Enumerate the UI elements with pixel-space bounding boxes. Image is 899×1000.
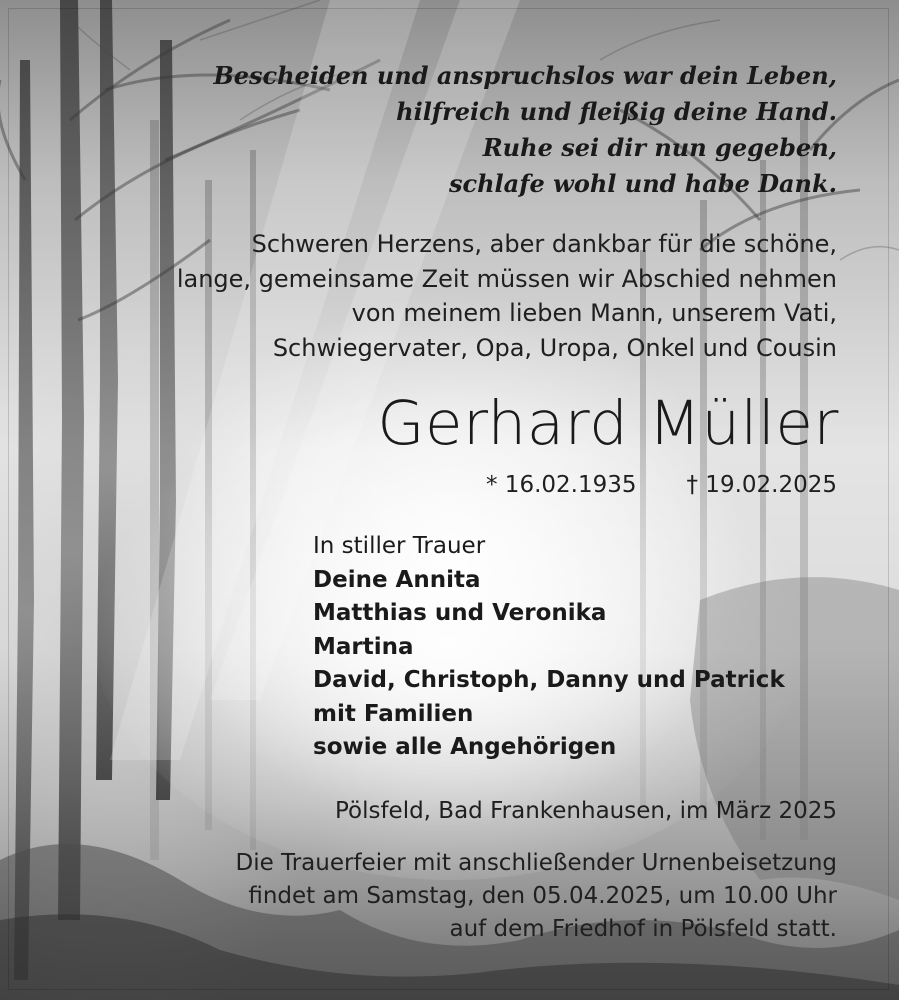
deceased-name: Gerhard Müller xyxy=(377,388,839,459)
intro-line: lange, gemeinsame Zeit müssen wir Abschied nehmen xyxy=(176,264,837,293)
intro-line: Schwiegervater, Opa, Uropa, Onkel und Cousin xyxy=(272,333,837,362)
poem-line: Ruhe sei dir nun gegeben, xyxy=(482,133,837,162)
ceremony-line: auf dem Friedhof in Pölsfeld statt. xyxy=(449,916,837,942)
intro-line: von meinem lieben Mann, unserem Vati, xyxy=(351,299,837,327)
mourner-entry: Deine Annita xyxy=(313,566,481,593)
death-date: † 19.02.2025 xyxy=(686,472,837,498)
ceremony-info xyxy=(236,847,838,946)
mourner-entry: David, Christoph, Danny und Patrick xyxy=(313,667,785,693)
farewell-intro xyxy=(177,227,837,365)
intro-line: Schweren Herzens, aber dankbar für die schöne, xyxy=(251,230,837,258)
poem-line: schlafe wohl und habe Dank. xyxy=(448,169,837,198)
ceremony-line: findet am Samstag, den 05.04.2025, um 10.00 Uhr xyxy=(248,883,837,909)
life-dates xyxy=(486,470,837,500)
mourners-list xyxy=(313,530,785,765)
mourners-lead: In stiller Trauer xyxy=(313,533,486,559)
mourner-entry: mit Familien xyxy=(313,700,474,727)
place-and-date: Pölsfeld, Bad Frankenhausen, im März 2025 xyxy=(334,798,837,824)
memorial-poem xyxy=(213,58,837,202)
mourner-entry: Matthias und Veronika xyxy=(313,600,607,626)
birth-date: * 16.02.1935 xyxy=(486,472,637,498)
ceremony-line: Die Trauerfeier mit anschließender Urnenbeisetzung xyxy=(235,850,837,876)
poem-line: Bescheiden und anspruchslos war dein Leben, xyxy=(213,61,837,90)
mourner-entry: sowie alle Angehörigen xyxy=(313,734,617,760)
mourner-entry: Martina xyxy=(313,633,414,660)
poem-line: hilfreich und fleißig deine Hand. xyxy=(396,97,837,126)
